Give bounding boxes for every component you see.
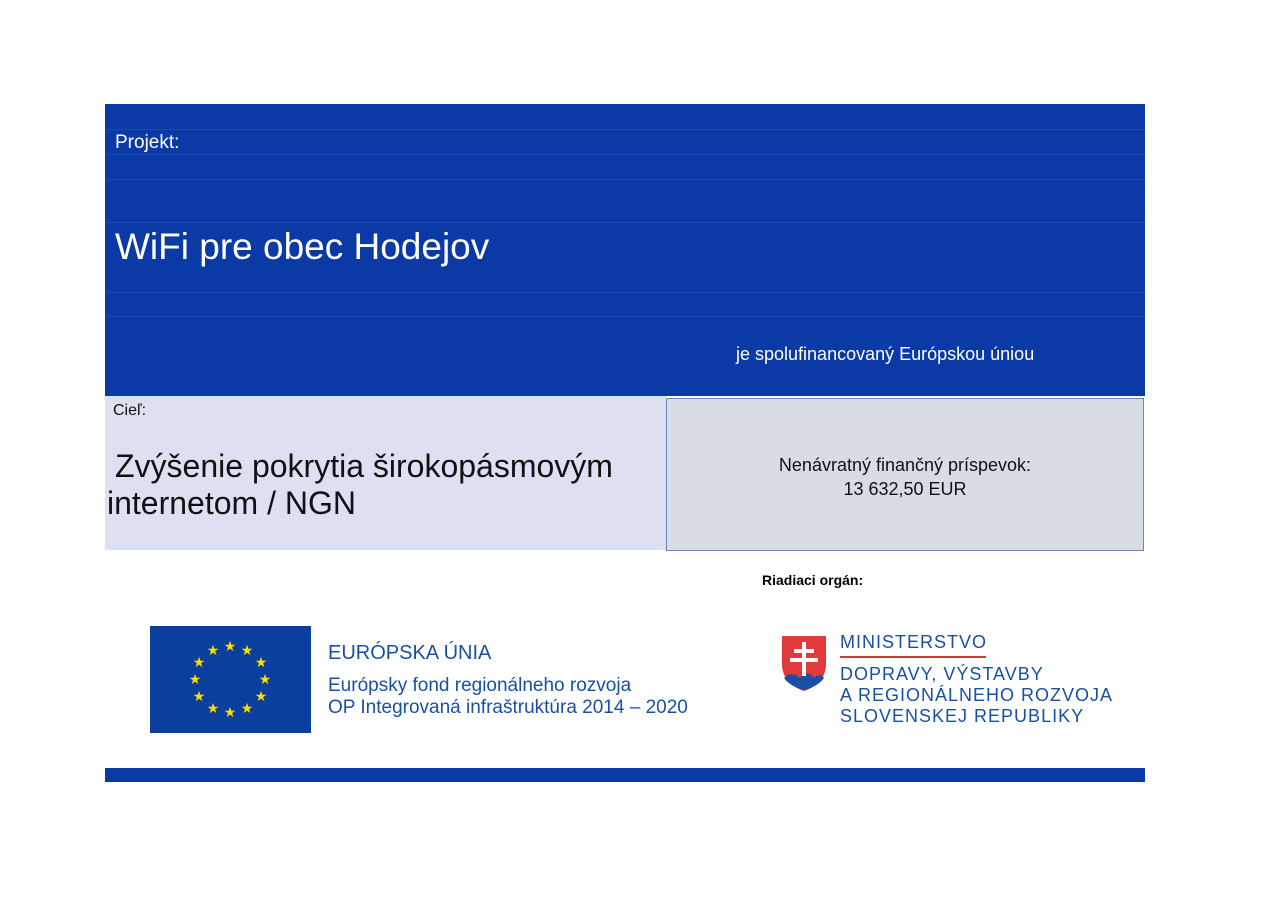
goal-text-line: Zvýšenie pokrytia širokopásmovým [115,448,613,484]
goal-text-line: internetom / NGN [107,485,356,521]
project-label: Projekt: [115,132,180,153]
eu-programme-line: OP Integrovaná infraštruktúra 2014 – 2020 [328,697,688,718]
goal-panel [105,396,666,550]
ministry-name-line: SLOVENSKEJ REPUBLIKY [840,706,1085,726]
panel-divider [105,179,1145,180]
svg-text:★: ★ [240,701,254,717]
panel-divider [105,154,1145,155]
svg-text:★: ★ [240,643,254,659]
ministry-title: MINISTERSTVO [840,632,988,652]
svg-text:★: ★ [254,689,268,705]
coat-of-arms-graphic [780,634,828,692]
goal-label: Cieľ: [113,402,147,419]
cofinanced-statement: je spolufinancovaný Európskou úniou [736,344,1035,364]
contribution-amount: 13 632,50 EUR [843,479,967,499]
panel-divider [105,316,1145,317]
ministry-name-line: A REGIONÁLNEHO ROZVOJA [840,685,1114,705]
svg-text:★: ★ [206,701,220,717]
svg-text:★: ★ [258,672,272,688]
svg-text:★: ★ [223,639,237,655]
contribution-panel [666,398,1144,551]
ministry-name-line: DOPRAVY, VÝSTAVBY [840,664,1044,684]
goal-text [107,448,663,522]
svg-text:★: ★ [188,672,202,688]
project-header-panel [105,104,1145,396]
svg-text:★: ★ [192,655,206,671]
eu-title: EURÓPSKA ÚNIA [328,642,492,664]
panel-divider [105,292,1145,293]
svg-text:★: ★ [192,689,206,705]
svg-text:★: ★ [223,705,237,721]
panel-divider [105,129,1145,130]
panel-divider [105,222,1145,223]
svg-text:★: ★ [254,655,268,671]
ministry-underline [840,656,986,658]
eu-flag-icon [150,626,311,733]
managing-authority-label: Riadiaci orgán: [762,572,864,588]
bottom-bar [105,768,1145,782]
slovak-coat-of-arms-icon [780,634,828,692]
contribution-label: Nenávratný finančný príspevok: [778,455,1032,475]
eu-stars-graphic [150,626,311,733]
eu-fund-line: Európsky fond regionálneho rozvoja [328,675,632,696]
project-title: WiFi pre obec Hodejov [115,226,490,267]
svg-text:★: ★ [206,643,220,659]
